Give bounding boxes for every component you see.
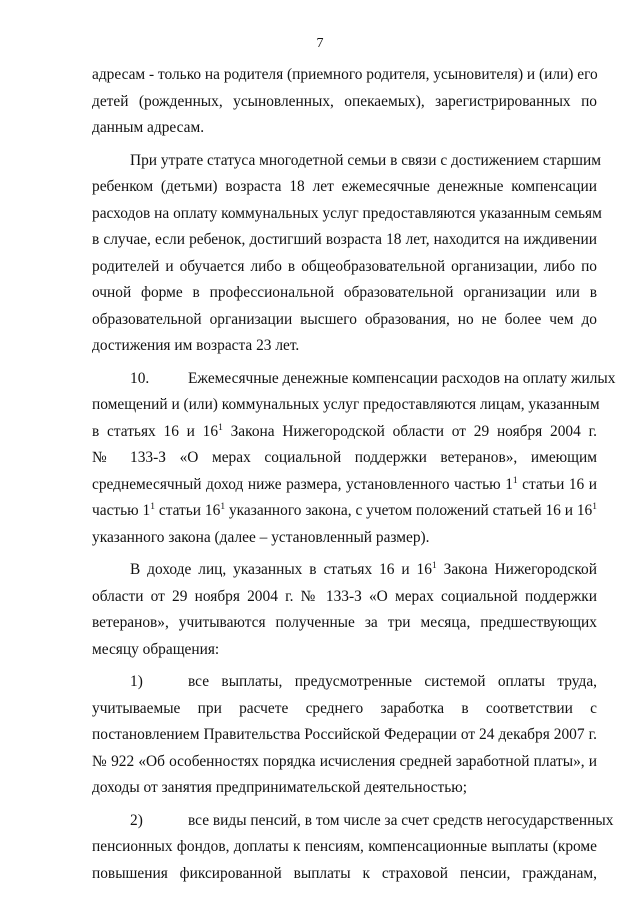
paragraph-income	[92, 557, 597, 663]
text-line: расходов на оплату коммунальных услуг предоставляются указанным семьям	[92, 204, 602, 222]
text-line: в статьях 16 и $16^1$ Закона Нижегородской области от 29 ноября 2004 г.	[92, 422, 598, 440]
superscript: 1	[592, 501, 597, 512]
text-line: достижения им возраста 23 лет.	[92, 337, 300, 354]
superscript: 1	[220, 501, 226, 512]
page-number: 7	[316, 36, 324, 51]
text-line: образовательной организации высшего образования, но не более чем до	[92, 310, 597, 328]
text-line: в случае, если ребенок, достигший возраста 18 лет, находится на иждивении	[92, 231, 597, 248]
superscript: 1	[512, 475, 518, 486]
text-line: доходы от занятия предпринимательской деятельностью;	[92, 779, 468, 796]
text-line: очной форме в профессиональной образовательной организации или в	[92, 284, 597, 301]
superscript: 1	[150, 501, 155, 512]
text-line: детей (рожденных, усыновленных, опекаемых), зарегистрированных по	[92, 92, 597, 110]
text-line: области от 29 ноября 2004 г. № 133-З «О мерах социальной поддержки	[92, 587, 597, 605]
item-number: 1)	[130, 673, 143, 690]
superscript: 1	[218, 422, 223, 433]
list-item-1	[92, 669, 597, 802]
text-line: постановлением Правительства Российской Федерации от 24 декабря 2007 г.	[92, 726, 597, 743]
text-line: ребенком (детьми) возраста 18 лет ежемесячные денежные компенсации	[92, 178, 597, 195]
text-line: № 922 «Об особенностях порядка исчисления средней заработной платы», и	[92, 752, 597, 770]
document-body	[92, 62, 616, 887]
superscript: 1	[431, 560, 437, 571]
paragraph-continuation	[92, 62, 597, 142]
list-item-2	[92, 808, 614, 888]
item-number: 10.	[130, 369, 150, 387]
text-line: № 133-З «О мерах социальной поддержки ветеранов», имеющим	[92, 449, 597, 466]
text-line: пенсионных фондов, доплаты к пенсиям, компенсационные выплаты (кроме	[92, 838, 597, 855]
text-line: данным адресам.	[92, 119, 205, 136]
text-line: помещений и (или) коммунальных услуг предоставляются лицам, указанным	[92, 396, 600, 413]
text-line: В доходе лиц, указанных в статьях 16 и $16^1$ Закона Нижегородской	[130, 560, 597, 578]
text-line: повышения фиксированной выплаты к страховой пенсии, гражданам,	[92, 864, 597, 882]
text-line: учитываемые при расчете среднего заработка в соответствии с	[92, 699, 597, 717]
text-line: 2) все виды пенсий, в том числе за счет средств негосударственных	[92, 808, 597, 835]
paragraph-item-10	[92, 366, 616, 552]
text-line: При утрате статуса многодетной семьи в связи с достижением старшим	[130, 151, 601, 169]
text-line: ветеранов», учитываются полученные за три месяца, предшествующих	[92, 614, 597, 631]
text-line: указанного закона (далее – установленный размер).	[92, 528, 430, 546]
text-line: месяцу обращения:	[92, 640, 220, 658]
item-number: 2)	[130, 811, 143, 829]
text-line: частью $1^1$ статьи $16^1$ указанного закона, с учетом положений статьей 16 и $16^1$	[92, 501, 597, 519]
text-line: 1) все выплаты, предусмотренные системой оплаты труда,	[92, 669, 597, 696]
paragraph-large-family-status	[92, 148, 602, 360]
text-line: среднемесячный доход ниже размера, установленного частью $1^1$ статьи 16 и	[92, 475, 597, 493]
text-line: 10. Ежемесячные денежные компенсации расходов на оплату жилых	[92, 366, 597, 393]
text-line: родителей и обучается либо в общеобразовательной организации, либо по	[92, 257, 597, 275]
text-line: адресам - только на родителя (приемного родителя, усыновителя) и (или) его	[92, 66, 598, 83]
